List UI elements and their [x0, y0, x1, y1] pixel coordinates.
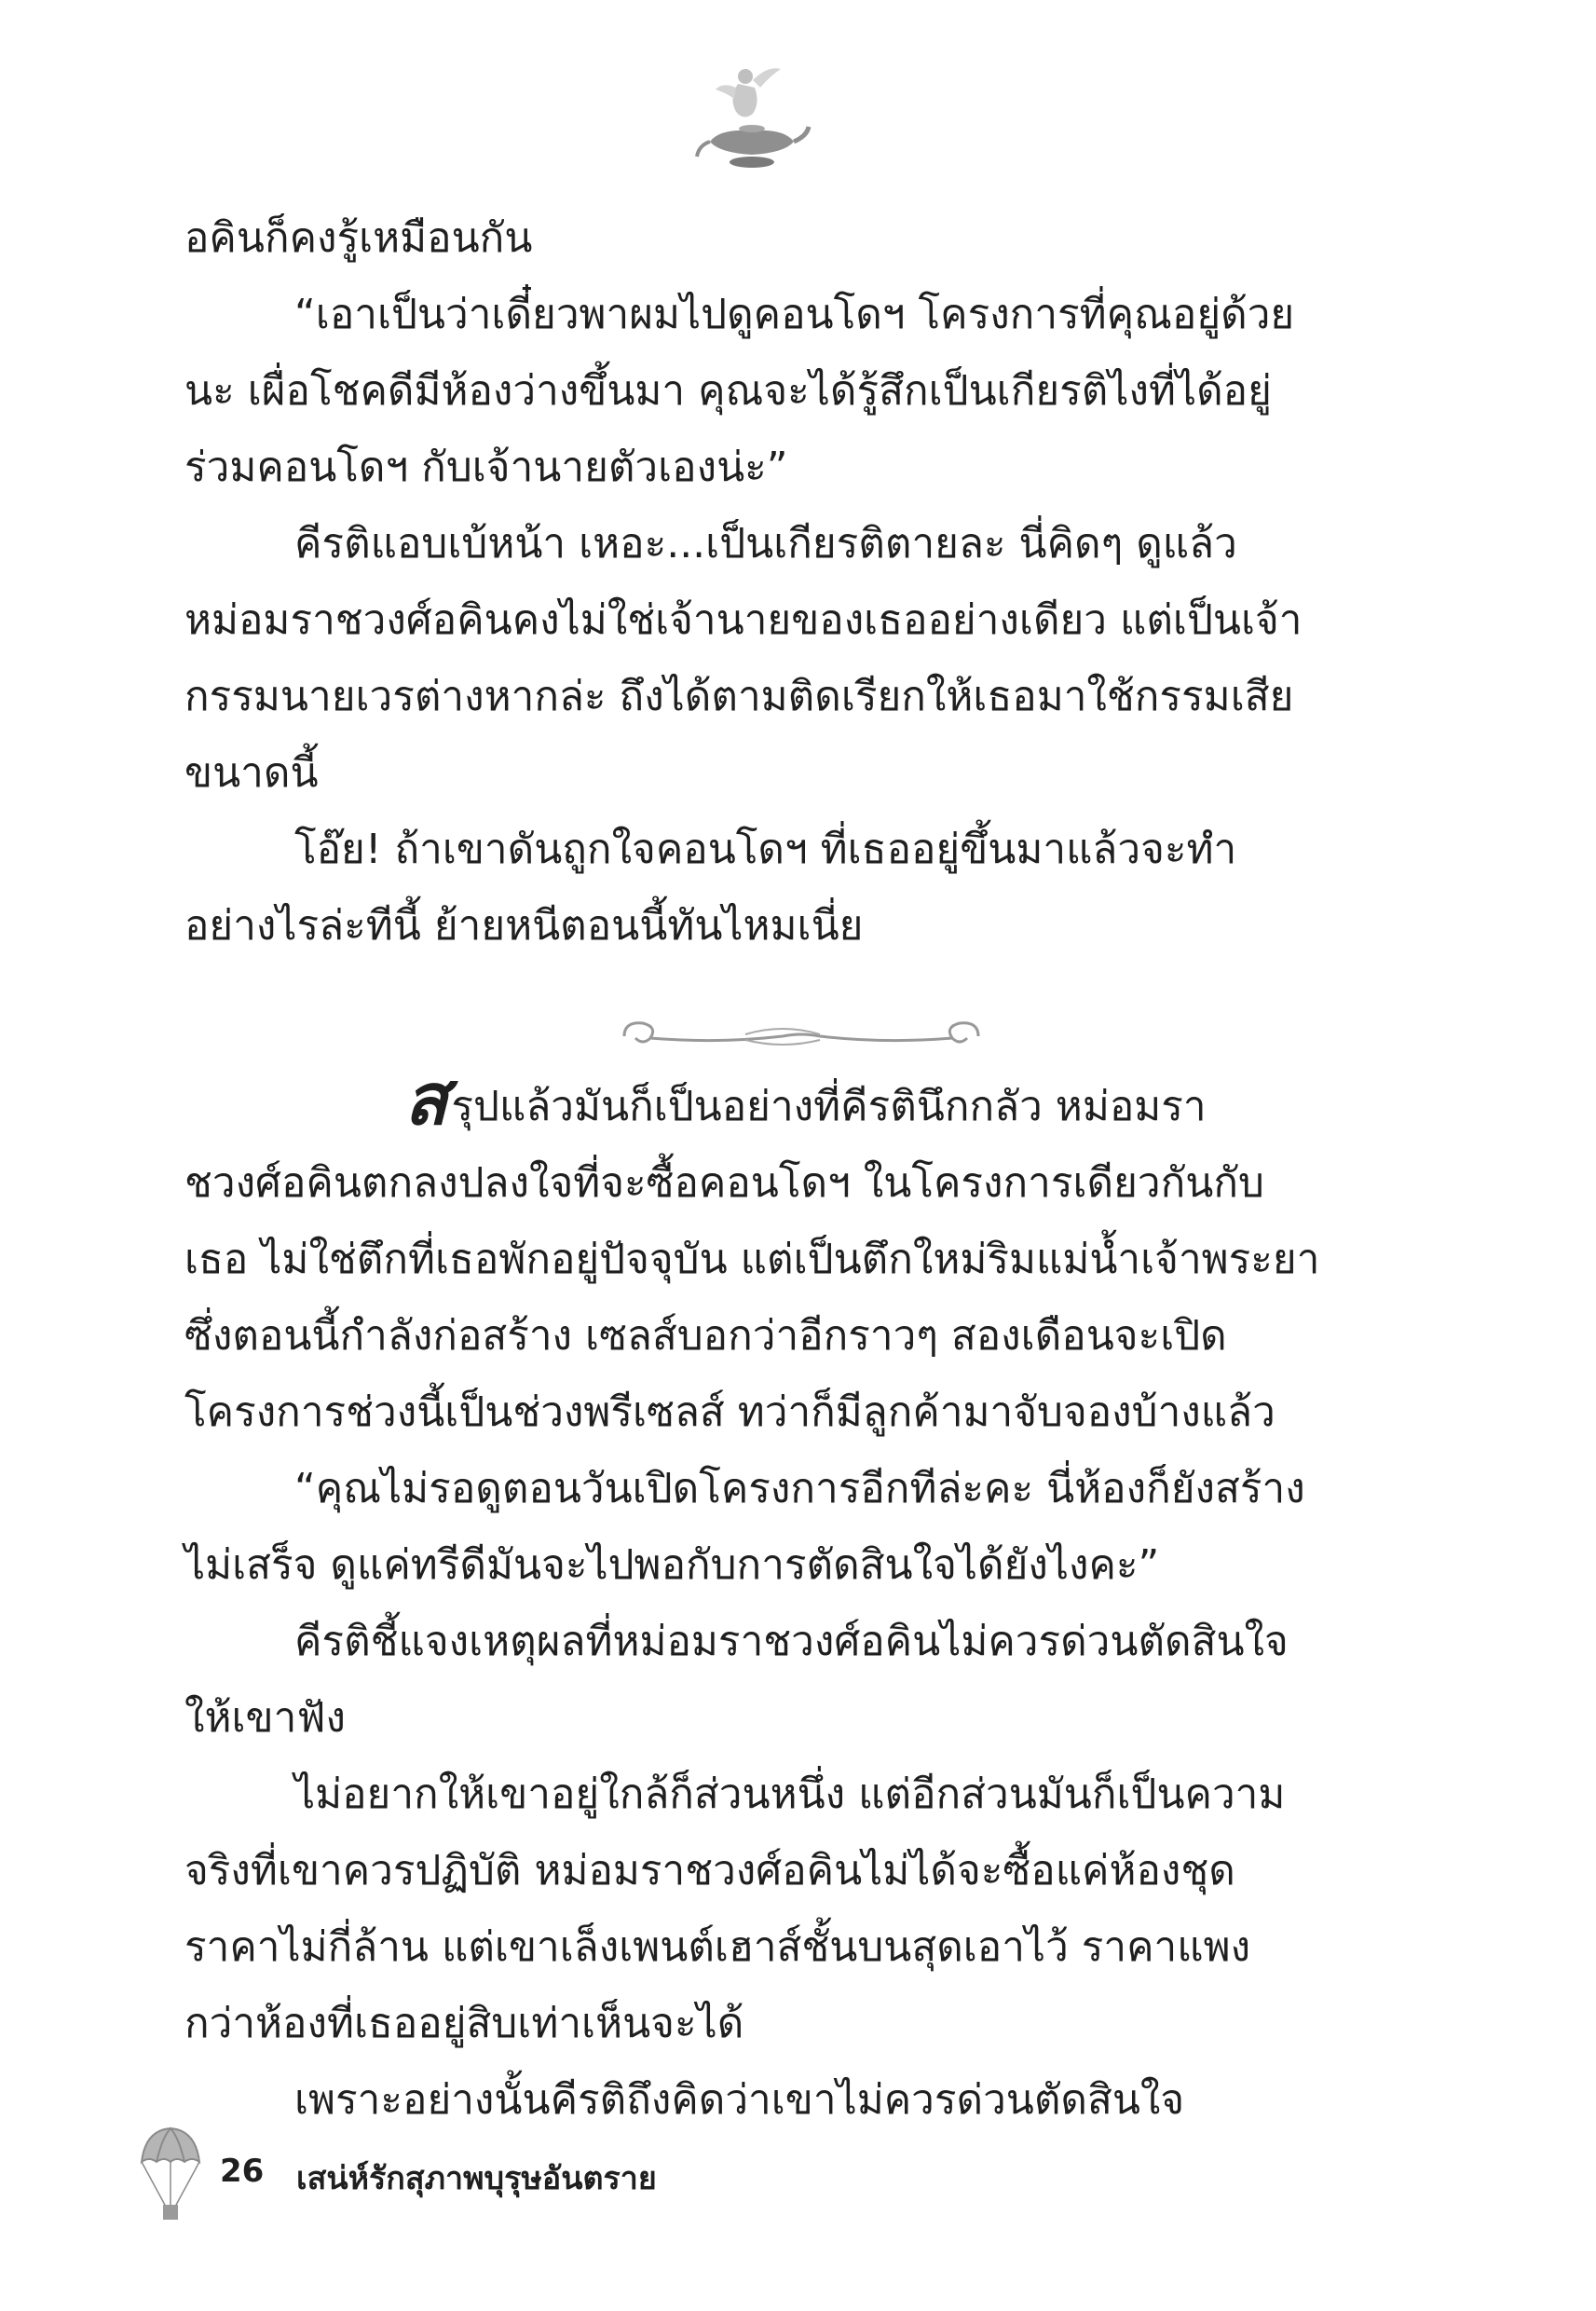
page-footer [138, 2125, 976, 2227]
drop-cap: ส [404, 1058, 448, 1141]
parachute-icon [138, 2125, 203, 2227]
paragraph: คีรติชี้แจงเหตุผลที่หม่อมราชวงศ์อคินไม่ควรด่วนตัดสินใจให้เขาฟัง [184, 1618, 1289, 1742]
book-title: เสน่ห์รักสุภาพบุรุษอันตราย [296, 2160, 657, 2197]
paragraph: ไม่อยากให้เขาอยู่ใกล้ก็ส่วนหนึ่ง แต่อีกส่วนมันก็เป็นความจริงที่เขาควรปฏิบัติ หม่อมราชวงศ์อคินไม่ได้จะซื้อแค่ห้องชุดราคาไม่กี่ล้าน แต่เขาเล็งเพนต์เฮาส์ชั้นบนสุดเอาไว้ ราคาแพงกว่าห้องที่เธออยู่สิบเท่าเห็นจะได้ [184, 1771, 1286, 2047]
flourish-divider-icon [606, 1006, 997, 1062]
paragraph: อคินก็คงรู้เหมือนกัน [184, 214, 533, 262]
paragraph-text: รุปแล้วมันก็เป็นอย่างที่คีรตินึกกลัว หม่อมราชวงศ์อคินตกลงปลงใจที่จะซื้อคอนโดฯ ในโครงการเดียวกันกับเธอ ไม่ใช่ตึกที่เธอพักอยู่ปัจจุบัน แต่เป็นตึกใหม่ริมแม่น้ำเจ้าพระยาซึ่งตอนนี้กำลังก่อสร้าง เซลส์บอกว่าอีกราวๆ สองเดือนจะเปิดโครงการช่วงนี้เป็นช่วงพรีเซลส์ ทว่าก็มีลูกค้ามาจับจองบ้างแล้ว [184, 1083, 1320, 1436]
page-number: 26 [220, 2153, 265, 2190]
lamp-ornament-icon [691, 56, 812, 196]
paragraph: “คุณไม่รอดูตอนวันเปิดโครงการอีกทีล่ะคะ นี่ห้องก็ยังสร้างไม่เสร็จ ดูแค่ทรีดีมันจะไปพอกับการตัดสินใจได้ยังไงคะ” [184, 1465, 1305, 1589]
paragraph: เพราะอย่างนั้นคีรติถึงคิดว่าเขาไม่ควรด่วนตัดสินใจ [294, 2076, 1185, 2124]
paragraph [184, 1058, 1321, 1451]
paragraph: โอ๊ย! ถ้าเขาดันถูกใจคอนโดฯ ที่เธออยู่ขึ้นมาแล้วจะทำอย่างไรล่ะทีนี้ ย้ายหนีตอนนี้ทันไหมเนี่ย [184, 826, 1237, 950]
passage-bottom [184, 1058, 1321, 2139]
paragraph: “เอาเป็นว่าเดี๋ยวพาผมไปดูคอนโดฯ โครงการที่คุณอยู่ด้วยนะ เผื่อโชคดีมีห้องว่างขึ้นมา คุณจะได้รู้สึกเป็นเกียรติไงที่ได้อยู่ร่วมคอนโดฯ กับเจ้านายตัวเองน่ะ” [184, 291, 1295, 491]
paragraph: คีรติแอบเบ้หน้า เหอะ...เป็นเกียรติตายละ นี่คิดๆ ดูแล้วหม่อมราชวงศ์อคินคงไม่ใช่เจ้านายของเธออย่างเดียว แต่เป็นเจ้ากรรมนายเวรต่างหากล่ะ ถึงได้ตามติดเรียกให้เธอมาใช้กรรมเสียขนาดนี้ [184, 520, 1303, 797]
passage-top [184, 200, 1321, 964]
